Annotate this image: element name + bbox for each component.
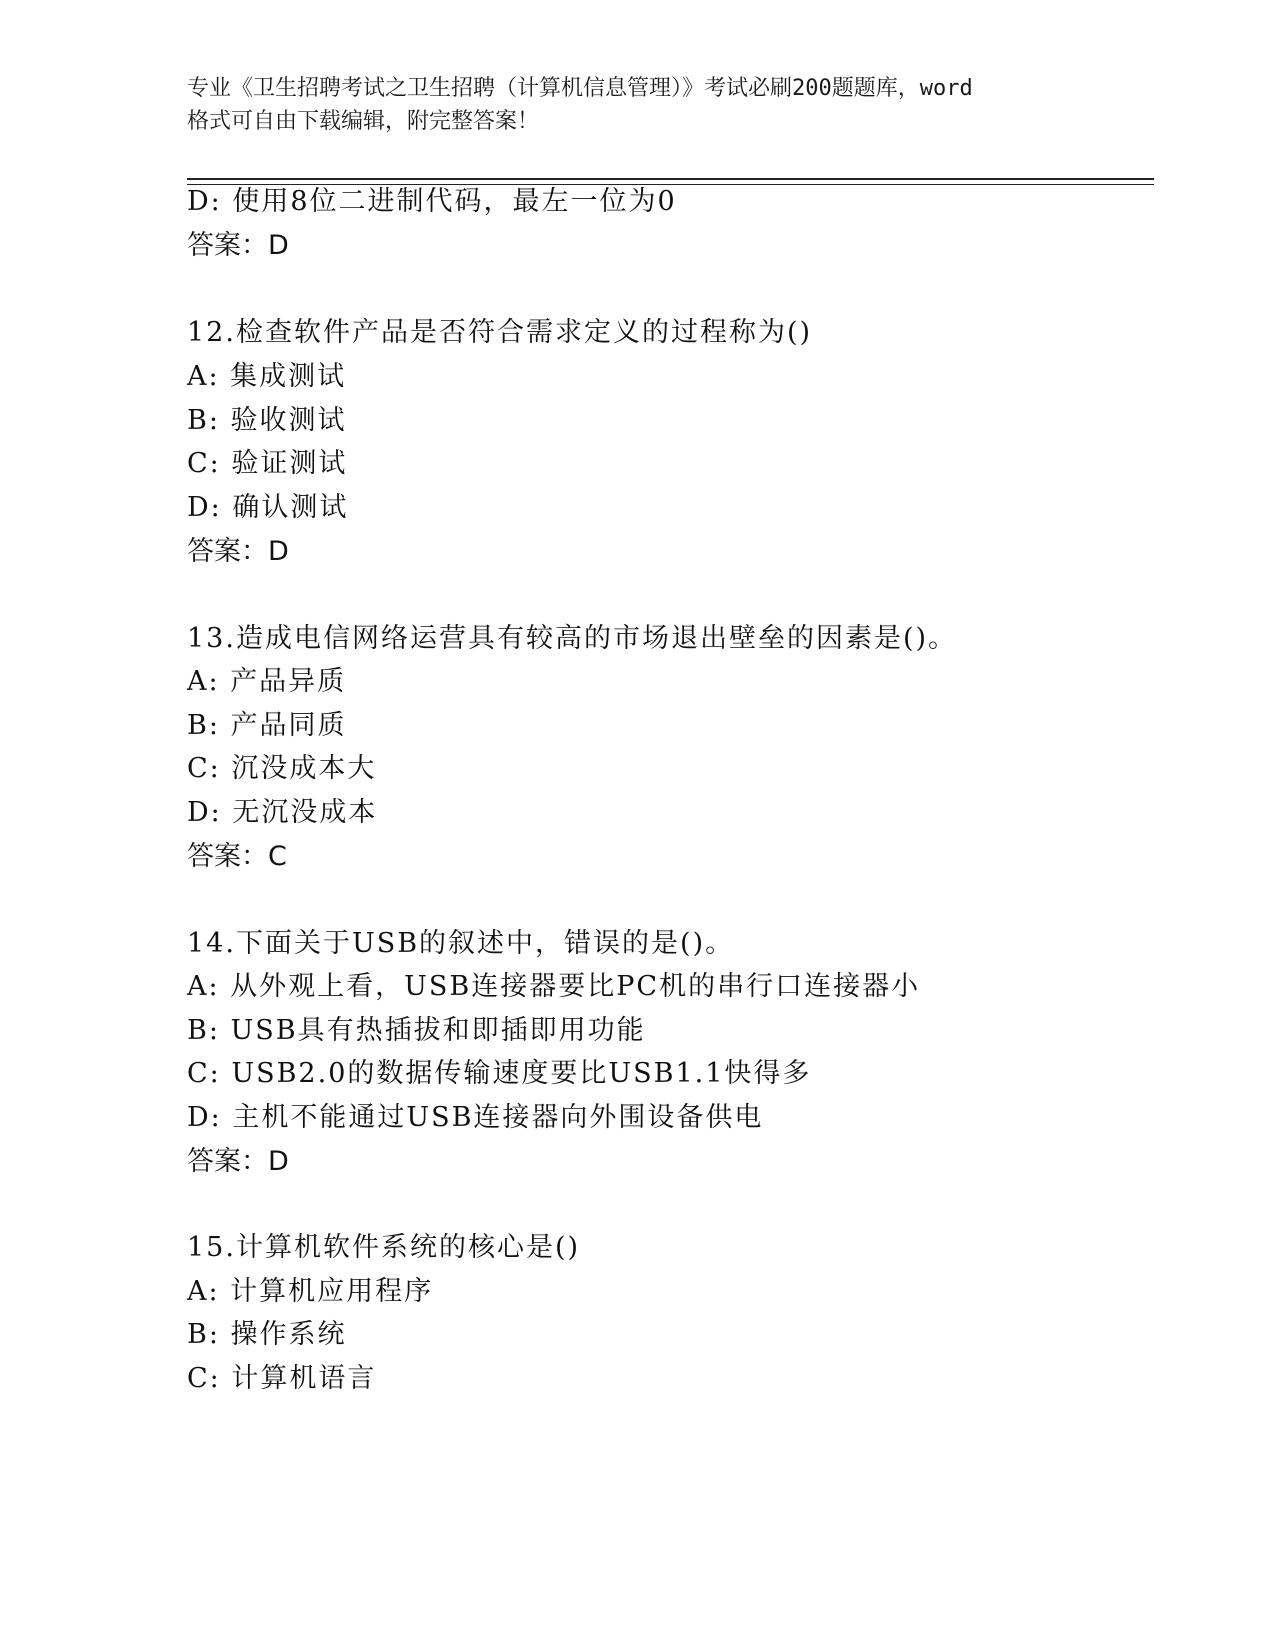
header-line-1: 专业《卫生招聘考试之卫生招聘（计算机信息管理）》考试必刷200题题库，word [187,76,973,101]
header-line-2: 格式可自由下载编辑，附完整答案！ [187,109,540,134]
option-line: B: 操作系统 [187,1319,347,1350]
answer-line: 答案：D [187,230,289,261]
question-line: 12.检查软件产品是否符合需求定义的过程称为() [187,317,813,348]
option-line: B: 验收测试 [187,405,347,436]
option-line: D: 确认测试 [187,492,349,523]
option-line: A: 产品异质 [187,666,347,697]
option-line: D: 使用8位二进制代码，最左一位为0 [187,186,677,217]
header-divider-thick [187,178,1154,180]
option-line: D: 主机不能通过USB连接器向外围设备供电 [187,1102,764,1133]
option-line: C: 计算机语言 [187,1363,377,1394]
option-line: A: 集成测试 [187,361,347,392]
question-line: 15.计算机软件系统的核心是() [187,1232,581,1263]
option-line: C: 验证测试 [187,448,348,479]
option-line: B: 产品同质 [187,710,347,741]
option-line: B: USB具有热插拔和即插即用功能 [187,1015,646,1046]
option-line: A: 从外观上看，USB连接器要比PC机的串行口连接器小 [187,971,921,1002]
option-line: A: 计算机应用程序 [187,1276,434,1307]
question-line: 14.下面关于USB的叙述中，错误的是()。 [187,928,735,959]
question-line: 13.造成电信网络运营具有较高的市场退出壁垒的因素是()。 [187,623,958,654]
document-header [187,72,1087,138]
option-line: D: 无沉没成本 [187,797,378,828]
option-line: C: USB2.0的数据传输速度要比USB1.1快得多 [187,1058,812,1089]
option-line: C: 沉没成本大 [187,753,377,784]
answer-line: 答案：D [187,1146,289,1177]
answer-line: 答案：C [187,841,287,872]
answer-line: 答案：D [187,536,289,567]
